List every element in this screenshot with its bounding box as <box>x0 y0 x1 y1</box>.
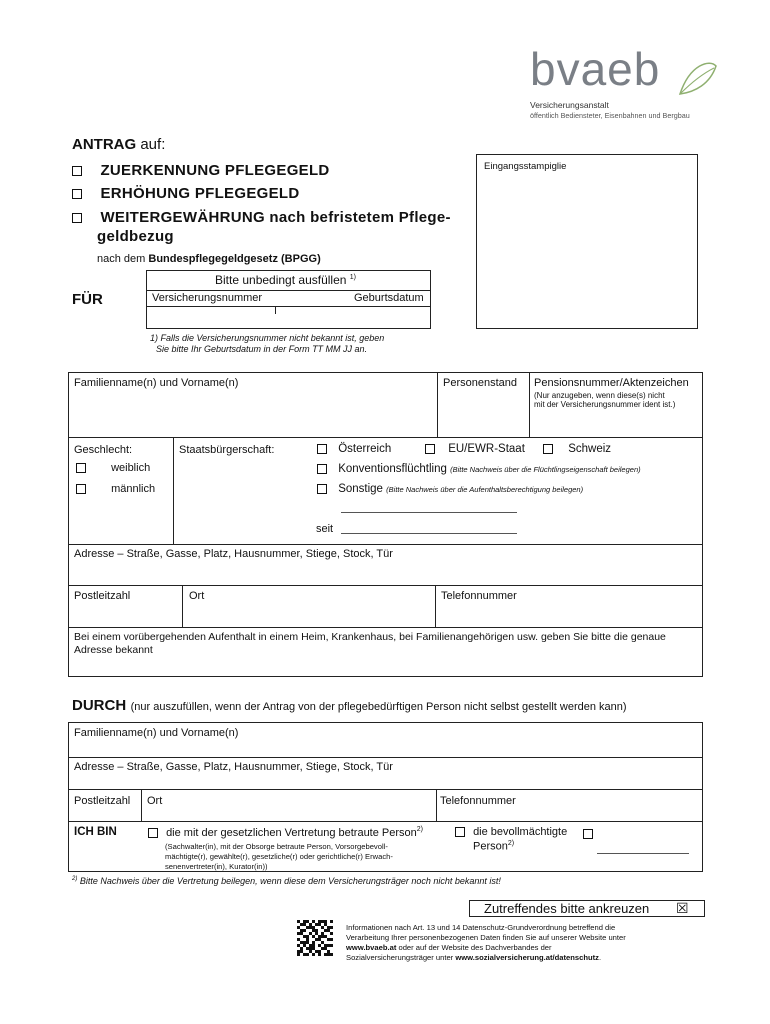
checkbox-female[interactable] <box>76 463 86 473</box>
privacy-line-3 <box>346 943 626 953</box>
citizenship-swiss[interactable] <box>543 443 611 455</box>
checkbox-erhoehung[interactable] <box>72 189 82 199</box>
pension-note-1: (Nur anzugeben, wenn diese(s) nicht <box>534 391 665 400</box>
gender-male[interactable] <box>76 483 155 495</box>
citizenship-eu[interactable] <box>425 443 525 455</box>
auth-option[interactable] <box>455 826 567 838</box>
durch-zip-label: Postleitzahl <box>74 795 131 807</box>
durch-name-input[interactable] <box>71 741 700 755</box>
eu-label: EU/EWR-Staat <box>448 443 525 455</box>
stamp-label: Eingangsstampiglie <box>484 161 567 172</box>
pension-label: Pensionsnummer/Aktenzeichen <box>534 377 689 389</box>
status-label: Personenstand <box>443 377 517 389</box>
durch-footnote <box>72 876 501 886</box>
rep-note-2: mächtigte(r), gewählte(r), gesetzliche(r) oder gerichtliche(r) Erwach- <box>165 852 393 861</box>
male-label: männlich <box>111 483 156 495</box>
durch-name-label: Familienname(n) und Vorname(n) <box>74 727 239 739</box>
bvaeb-logo <box>530 44 720 122</box>
auth-label-1: die bevollmächtigte <box>473 826 568 838</box>
citizenship-label: Staatsbürgerschaft: <box>179 444 275 456</box>
citizenship-other[interactable] <box>317 483 583 495</box>
fuer-box <box>146 270 431 329</box>
checkbox-swiss[interactable] <box>543 444 553 454</box>
temp-address-line2: Adresse bekannt <box>74 644 153 656</box>
austria-label: Österreich <box>338 443 392 455</box>
phone-label: Telefonnummer <box>441 590 517 602</box>
durch-title: DURCH <box>72 697 127 714</box>
fill-note-sup: 1) <box>349 274 357 281</box>
privacy-line-1: Informationen nach Art. 13 und 14 Datenschutz-Grundverordnung betreffend die <box>346 923 616 932</box>
antrag-suffix: auf: <box>140 136 166 153</box>
durch-city-label: Ort <box>147 795 163 807</box>
durch-phone-label: Telefonnummer <box>440 795 516 807</box>
auth-line-2 <box>473 840 514 853</box>
citizenship-refugee[interactable] <box>317 463 641 475</box>
ich-bin-label: ICH BIN <box>74 826 117 838</box>
refugee-note: (Bitte Nachweis über die Flüchtlingseigenschaft beilegen) <box>450 465 641 474</box>
address-label: Adresse – Straße, Gasse, Platz, Hausnummer, Stiege, Stock, Tür <box>74 548 393 560</box>
option-erhoehung[interactable] <box>72 185 300 203</box>
antrag-heading <box>72 136 165 153</box>
tick-note-box <box>469 900 705 917</box>
rep-note-1: (Sachwalter(in), mit der Obsorge betraute Person, Vorsorgebevoll- <box>165 842 388 851</box>
durch-address-input[interactable] <box>71 775 700 787</box>
checkbox-austria[interactable] <box>317 444 327 454</box>
insurance-number-label: Versicherungsnummer <box>152 292 263 304</box>
fill-note <box>215 273 356 287</box>
rep-sup: 2) <box>416 826 423 833</box>
rep-note-3: senenvertreter(in), Kurator(in)) <box>165 862 268 871</box>
logo-line2: öffentlich Bediensteter, Eisenbahnen und Bergbau <box>530 111 690 120</box>
name-label: Familienname(n) und Vorname(n) <box>74 377 239 389</box>
durch-address-label: Adresse – Straße, Gasse, Platz, Hausnummer, Stiege, Stock, Tür <box>74 761 393 773</box>
name-input[interactable] <box>71 393 433 433</box>
option-weitergewaehrung-label: WEITERGEWÄHRUNG nach befristetem Pflege- <box>100 209 451 226</box>
fuer-footnote-2: Sie bitte Ihr Geburtsdatum in der Form TT MM JJ an. <box>156 344 368 354</box>
durch-footnote-text: Bitte Nachweis über die Vertretung beilegen, wenn diese dem Versicherungsträger noch nicht bekannt ist! <box>79 876 501 886</box>
privacy-notice <box>346 923 626 963</box>
other-country-input[interactable] <box>341 512 517 513</box>
tick-note-mark: ☒ <box>676 900 689 916</box>
checkbox-refugee[interactable] <box>317 464 327 474</box>
stamp-box <box>476 154 698 329</box>
temp-address-line1: Bei einem vorübergehenden Aufenthalt in einem Heim, Krankenhaus, bei Familienangehörigen usw. geben Sie bitte die genaue <box>74 631 666 643</box>
gender-label: Geschlecht: <box>74 444 133 456</box>
privacy-line-2: Verarbeitung Ihrer personenbezogenen Daten finden Sie auf unserer Website unter <box>346 933 626 942</box>
privacy-sv-link[interactable]: www.sozialversicherung.at/datenschutz <box>455 953 599 962</box>
zip-label: Postleitzahl <box>74 590 131 602</box>
law-line <box>97 253 321 265</box>
rep-option[interactable] <box>148 826 423 839</box>
tick-note-label: Zutreffendes bitte ankreuzen <box>484 901 650 916</box>
option-zuerkennung[interactable] <box>72 162 330 180</box>
option-zuerkennung-label: ZUERKENNUNG PFLEGEGELD <box>100 162 330 179</box>
checkbox-zuerkennung[interactable] <box>72 166 82 176</box>
durch-footnote-sup: 2) <box>72 876 78 882</box>
insurance-number-input[interactable] <box>148 307 429 328</box>
durch-heading <box>72 697 627 715</box>
pension-note-2: mit der Versicherungsnummer ident ist.) <box>534 400 676 409</box>
qr-code-icon <box>297 920 333 956</box>
address-input[interactable] <box>71 563 700 583</box>
logo-brand: bvaeb <box>530 43 661 95</box>
swiss-label: Schweiz <box>568 443 612 455</box>
durch-table <box>68 722 703 872</box>
checkbox-male[interactable] <box>76 484 86 494</box>
privacy-line-4 <box>346 953 626 963</box>
birthdate-label: Geburtsdatum <box>354 292 424 304</box>
rep-option-label: die mit der gesetzlichen Vertretung betraute Person <box>166 826 417 839</box>
logo-line1: Versicherungsanstalt <box>530 100 609 110</box>
antrag-prefix: ANTRAG <box>72 136 137 153</box>
person-table <box>68 372 703 677</box>
citizenship-austria[interactable] <box>317 443 391 455</box>
fuer-label: FÜR <box>72 291 103 308</box>
gender-female[interactable] <box>76 462 150 474</box>
privacy-line-3-rest: oder auf der Website des Dachverbandes der <box>396 943 552 952</box>
privacy-line-4-end: . <box>598 953 602 962</box>
privacy-line-4-prefix: Sozialversicherungsträger unter <box>346 953 456 962</box>
checkbox-eu[interactable] <box>425 444 435 454</box>
checkbox-other[interactable] <box>317 484 327 494</box>
refugee-label: Konventionsflüchtling <box>338 463 447 475</box>
fill-note-text: Bitte unbedingt ausfüllen <box>215 273 347 287</box>
option-weitergewaehrung[interactable] <box>72 209 451 227</box>
other-note: (Bitte Nachweis über die Aufenthaltsberechtigung beilegen) <box>386 485 584 494</box>
checkbox-weitergewaehrung[interactable] <box>72 213 82 223</box>
temp-address-input[interactable] <box>71 658 700 674</box>
law-prefix: nach dem <box>97 253 146 265</box>
privacy-bvaeb-link[interactable]: www.bvaeb.at <box>346 943 397 952</box>
law-name: Bundespflegegeldgesetz (BPGG) <box>148 253 321 265</box>
female-label: weiblich <box>111 462 151 474</box>
checkbox-legal-rep[interactable] <box>148 828 158 838</box>
city-label: Ort <box>189 590 205 602</box>
checkbox-authorized[interactable] <box>455 827 465 837</box>
other-rep-input[interactable] <box>597 853 689 854</box>
option-erhoehung-label: ERHÖHUNG PFLEGEGELD <box>100 185 300 202</box>
durch-subtitle: (nur auszufüllen, wenn der Antrag von der pflegebedürftigen Person nicht selbst gestellt werden kann) <box>130 701 627 713</box>
checkbox-other-rep[interactable] <box>583 829 593 839</box>
fuer-footnote-1: 1) Falls die Versicherungsnummer nicht bekannt ist, geben <box>150 333 385 343</box>
option-weitergewaehrung-label2: geldbezug <box>97 228 174 245</box>
since-input[interactable] <box>341 533 517 534</box>
auth-label-2: Person <box>473 840 508 853</box>
since-label: seit <box>316 523 334 535</box>
other-label: Sonstige <box>338 483 383 495</box>
auth-sup: 2) <box>507 840 515 847</box>
